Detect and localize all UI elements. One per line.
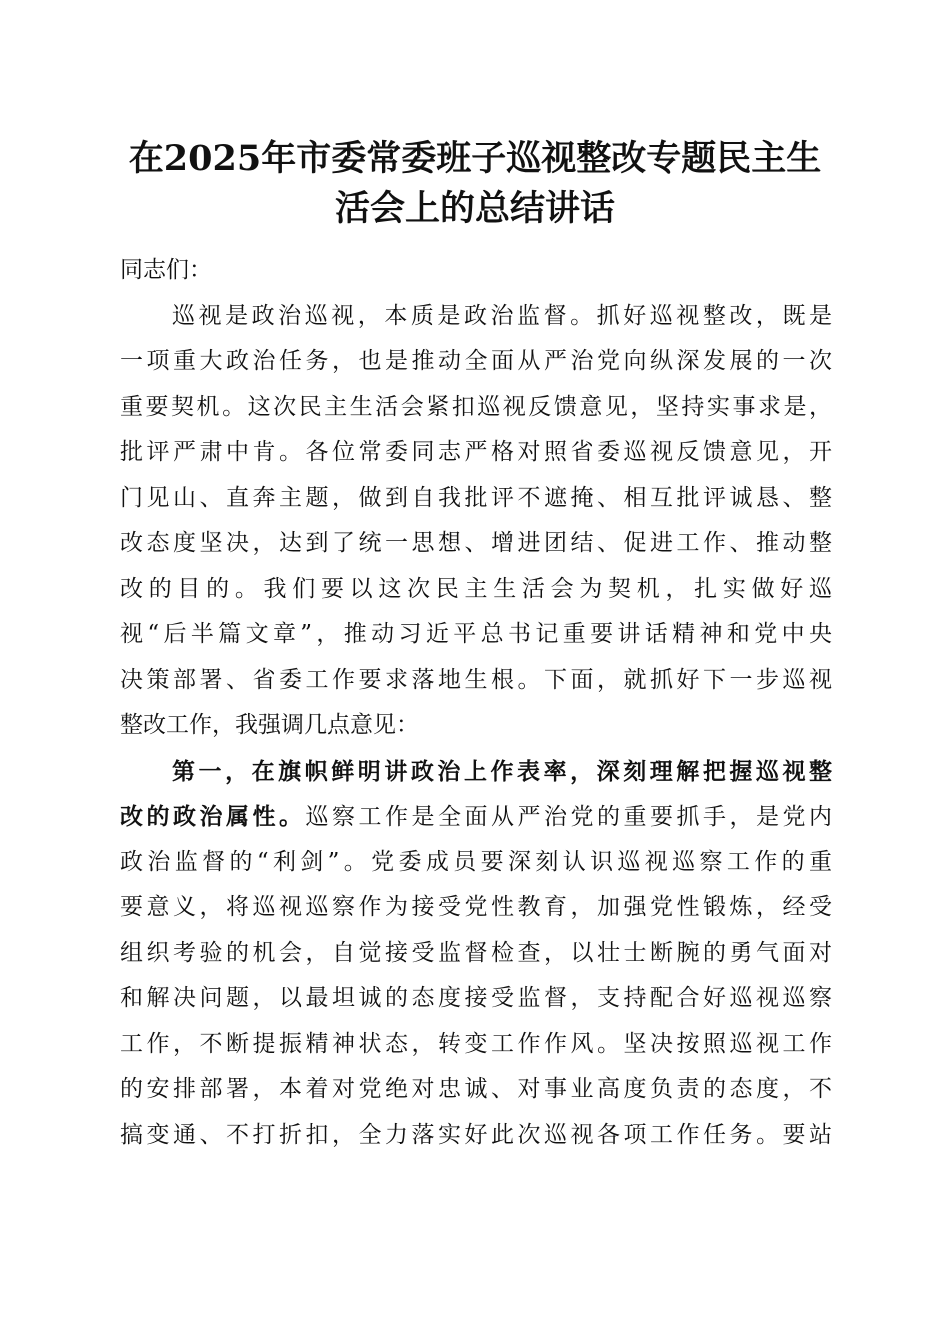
paragraph-1-line: 批评严肃中肯。各位常委同志严格对照省委巡视反馈意见，开 <box>120 439 832 465</box>
paragraph-2-line: 组织考验的机会，自觉接受监督检查，以壮士断腕的勇气面对 <box>120 939 832 966</box>
document-body <box>120 248 832 1158</box>
paragraph-2-line <box>120 794 832 840</box>
paragraph-2-line-text: 巡察工作是全面从严治党的重要抓手，是党内 <box>305 804 832 830</box>
paragraph-1-line: 重要契机。这次民主生活会紧扣巡视反馈意见，坚持实事求是， <box>120 393 832 420</box>
title-line-2: 活会上的总结讲话 <box>334 188 615 229</box>
section-1-heading-line: 第一，在旗帜鲜明讲政治上作表率，深刻理解把握巡视整 <box>172 757 832 785</box>
paragraph-2-line: 政治监督的“利剑”。党委成员要深刻认识巡视巡察工作的重 <box>120 848 832 875</box>
document-title <box>100 134 850 234</box>
paragraph-1-line: 巡视是政治巡视，本质是政治监督。抓好巡视整改，既是 <box>172 302 832 329</box>
paragraph-2-line: 要意义，将巡视巡察作为接受党性教育，加强党性锻炼，经受 <box>120 894 832 920</box>
paragraph-1-line: 改的目的。我们要以这次民主生活会为契机，扎实做好巡 <box>120 575 832 602</box>
paragraph-1-line: 改态度坚决，达到了统一思想、增进团结、促进工作、推动整 <box>120 530 832 556</box>
paragraph-1-line: 一项重大政治任务，也是推动全面从严治党向纵深发展的一次 <box>120 348 832 374</box>
paragraph-2-line: 工作，不断提振精神状态，转变工作作风。坚决按照巡视工作 <box>120 1030 832 1057</box>
paragraph-2-line: 搞变通、不打折扣，全力落实好此次巡视各项工作任务。要站 <box>120 1121 832 1148</box>
paragraph-2-line: 的安排部署，本着对党绝对忠诚、对事业高度负责的态度，不 <box>120 1076 832 1102</box>
section-1-heading-end: 改的政治属性。 <box>120 803 306 830</box>
salutation: 同志们： <box>120 257 212 283</box>
paragraph-1-line: 视“后半篇文章”，推动习近平总书记重要讲话精神和党中央 <box>120 621 832 647</box>
title-line-1: 在2025年市委常委班子巡视整改专题民主生 <box>128 138 822 179</box>
paragraph-2-line: 和解决问题，以最坦诚的态度接受监督，支持配合好巡视巡察 <box>120 985 832 1011</box>
paragraph-1-line: 门见山、直奔主题，做到自我批评不遮掩、相互批评诚恳、整 <box>120 484 832 511</box>
paragraph-1-line: 整改工作，我强调几点意见： <box>120 712 419 738</box>
paragraph-1-line: 决策部署、省委工作要求落地生根。下面，就抓好下一步巡视 <box>120 666 832 693</box>
